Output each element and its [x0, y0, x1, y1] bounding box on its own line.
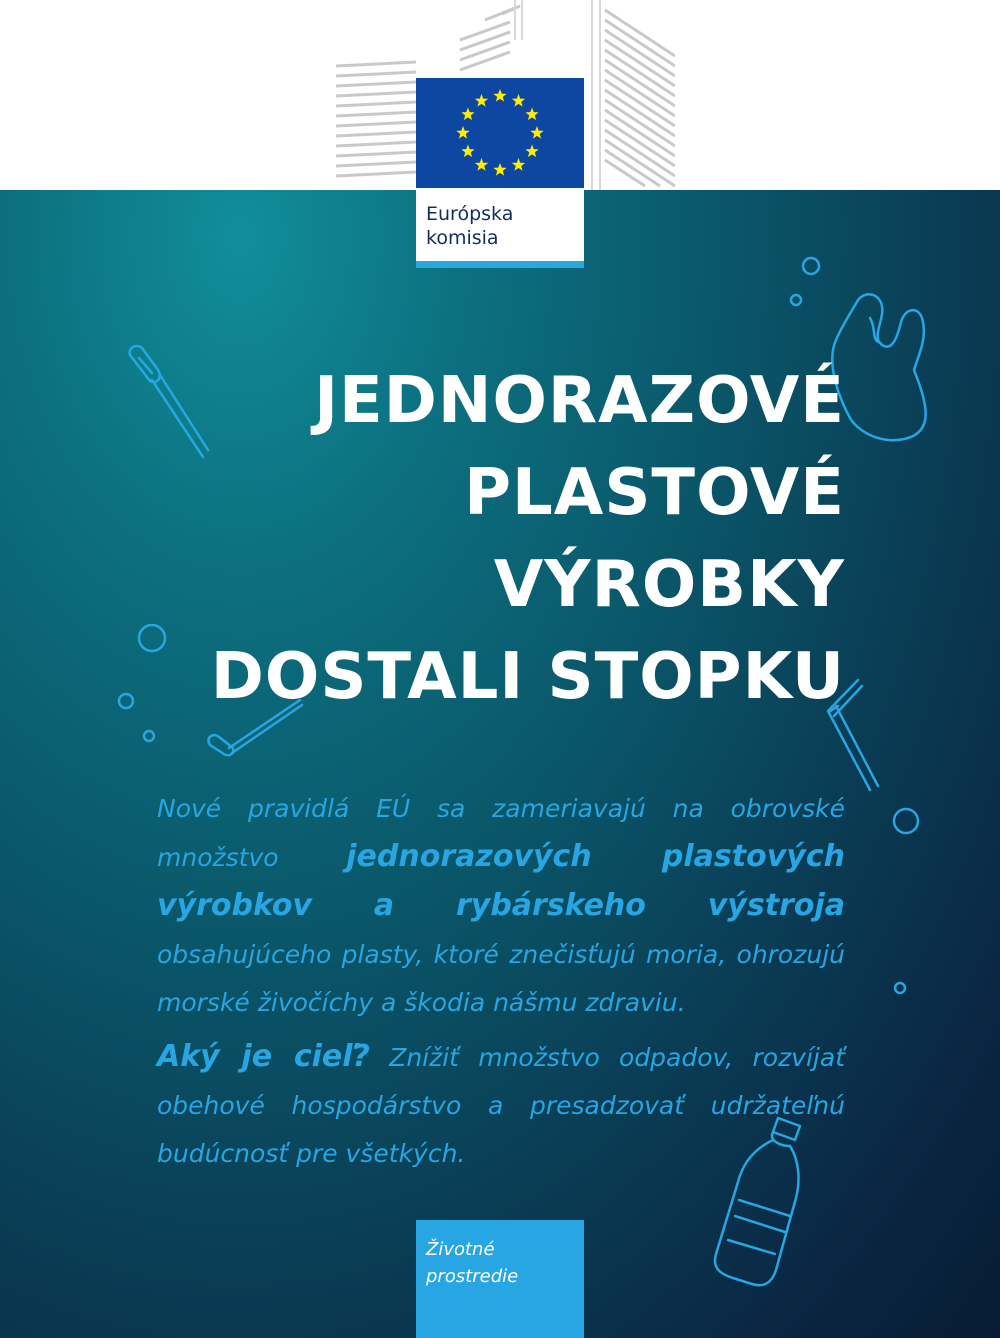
bubble-icon: [139, 625, 165, 651]
eu-star-icon: [493, 163, 506, 176]
goal-answer: Znížiť množstvo odpadov, rozvíjať obehové hospodárstvo a presadzovať udržateľnú budúcnosť pre všetkých.: [157, 1043, 845, 1168]
eu-star-icon: [475, 94, 488, 107]
logo-label: [426, 202, 576, 250]
plastic-bottle-icon: [715, 1118, 800, 1285]
paragraph-1-text-a: Nové pravidlá EÚ sa zameriavajú na obrovské množstvo: [157, 794, 845, 872]
eu-star-icon: [512, 94, 525, 107]
eu-star-icon: [525, 145, 538, 158]
eu-star-icon: [461, 108, 474, 121]
bubble-icon: [895, 983, 905, 993]
bubble-icon: [803, 258, 819, 274]
bubble-icon: [144, 731, 154, 741]
eu-star-icon: [530, 126, 543, 139]
paragraph-1-text-b: obsahujúceho plasty, ktoré znečisťujú moria, ohrozujú morské živočíchy a škodia nášmu zdraviu.: [157, 940, 845, 1017]
bubble-icon: [119, 694, 133, 708]
paragraph-1-emphasis: jednorazových plastových výrobkov a rybárskeho výstroja: [157, 839, 845, 923]
eu-star-icon: [461, 145, 474, 158]
bubble-icon: [791, 295, 801, 305]
plastic-bag-icon: [832, 294, 925, 440]
eu-star-icon: [456, 126, 469, 139]
headline-line-2: PLASTOVÉ: [464, 456, 845, 530]
headline: [180, 355, 845, 723]
topic-tag-line-2: prostredie: [426, 1266, 519, 1287]
logo-line-2: komisia: [426, 227, 499, 249]
eu-star-icon: [512, 158, 525, 171]
eu-star-icon: [475, 158, 488, 171]
headline-line-4: DOSTALI STOPKU: [210, 640, 845, 714]
headline-line-3: VÝROBKY: [493, 548, 845, 622]
logo-stripe: [416, 261, 584, 268]
topic-tag-line-1: Životné: [426, 1239, 495, 1260]
headline-line-1: JEDNORAZOVÉ: [314, 364, 845, 438]
eu-star-icon: [493, 89, 506, 102]
bubble-icon: [894, 809, 918, 833]
logo-line-1: Európska: [426, 203, 514, 225]
goal-question: Aký je cieľ?: [157, 1039, 370, 1074]
european-commission-logo: [416, 78, 584, 268]
eu-star-icon: [525, 108, 538, 121]
eu-flag-icon: [416, 78, 584, 188]
